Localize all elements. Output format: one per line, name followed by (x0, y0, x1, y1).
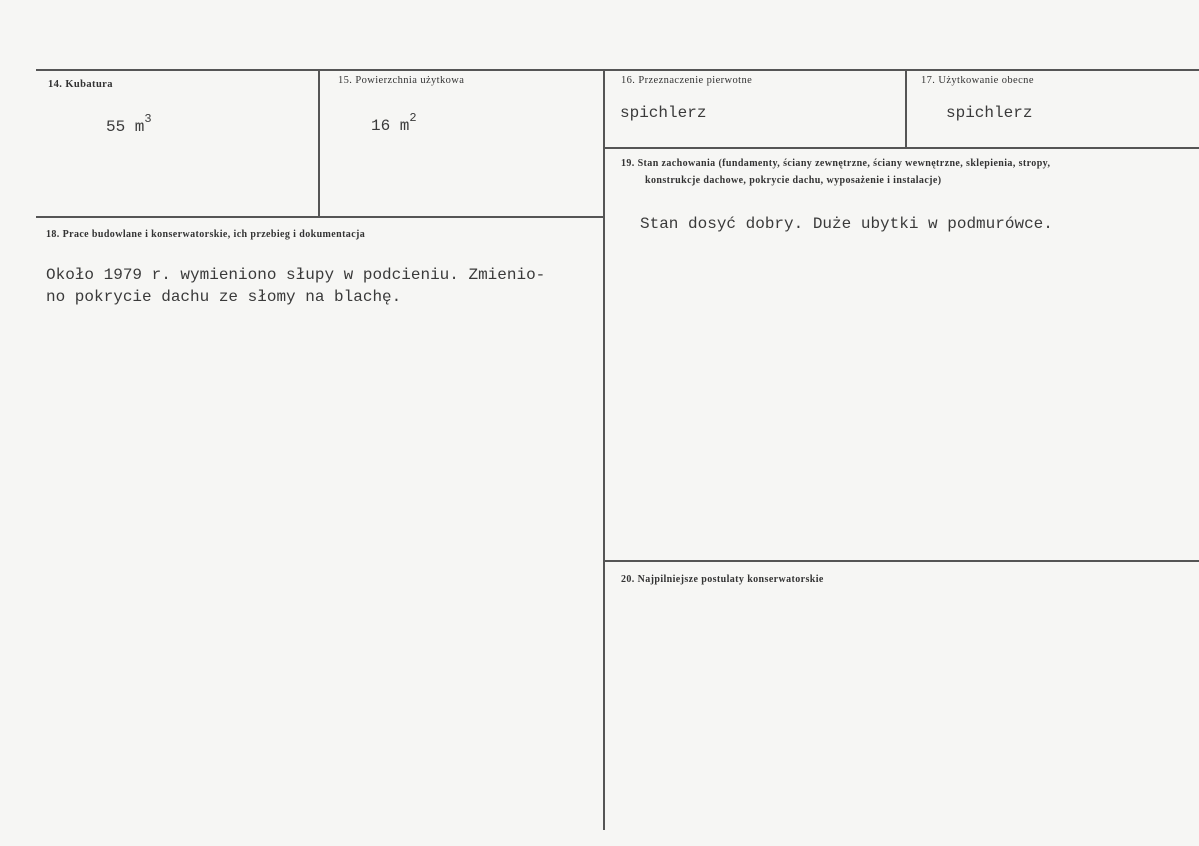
divider-14-15 (318, 70, 320, 217)
postulaty-label: 20. Najpilniejsze postulaty konserwatorskie (621, 574, 824, 585)
powierzchnia-label: 15. Powierzchnia użytkowa (338, 75, 465, 86)
kubatura-exponent: 3 (144, 112, 152, 126)
stan-label-line-2: konstrukcje dachowe, pokrycie dachu, wyposażenie i instalacje) (645, 175, 942, 186)
uzytkowanie-label: 17. Użytkowanie obecne (921, 75, 1034, 86)
stan-label-line-1: 19. Stan zachowania (fundamenty, ściany zewnętrzne, ściany wewnętrzne, sklepienia, stropy, (621, 158, 1051, 169)
divider-16-17 (905, 70, 907, 148)
przeznaczenie-value: spichlerz (620, 104, 707, 122)
top-border-line (36, 69, 1199, 71)
prace-label: 18. Prace budowlane i konserwatorskie, ich przebieg i dokumentacja (46, 229, 366, 240)
kubatura-number: 55 m (106, 118, 145, 136)
kubatura-value (106, 112, 152, 136)
prace-line-1: Około 1979 r. wymieniono słupy w podcieniu. Zmienio- (46, 266, 546, 284)
kubatura-label: 14. Kubatura (48, 79, 113, 90)
divider-14-18 (36, 216, 604, 218)
uzytkowanie-value: spichlerz (946, 104, 1033, 122)
powierzchnia-number: 16 m (371, 117, 410, 135)
divider-15-16 (603, 70, 605, 830)
prace-line-2: no pokrycie dachu ze słomy na blachę. (46, 288, 402, 306)
powierzchnia-value (371, 111, 417, 135)
stan-value: Stan dosyć dobry. Duże ubytki w podmurówce. (640, 215, 1053, 233)
divider-19-20 (604, 560, 1199, 562)
powierzchnia-exponent: 2 (409, 111, 417, 125)
przeznaczenie-label: 16. Przeznaczenie pierwotne (621, 75, 753, 86)
divider-16-19 (604, 147, 1199, 149)
